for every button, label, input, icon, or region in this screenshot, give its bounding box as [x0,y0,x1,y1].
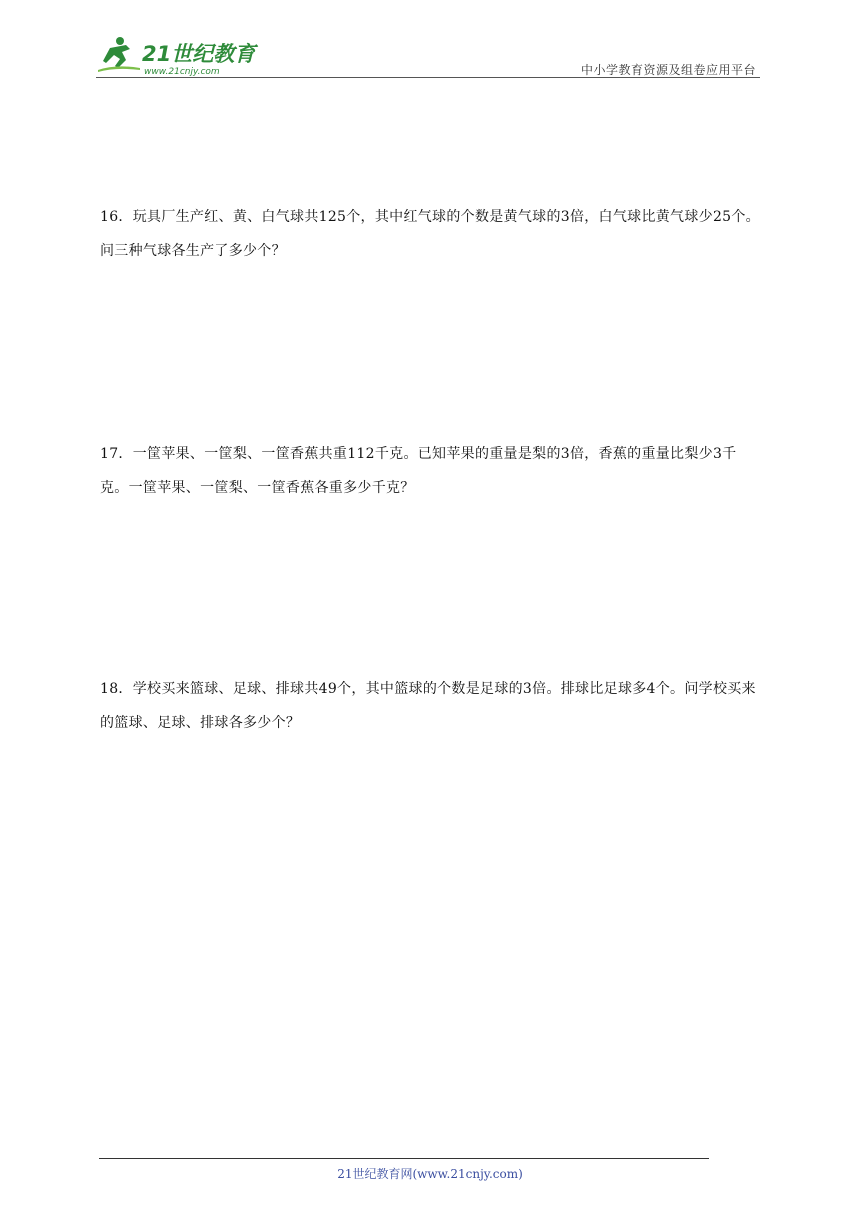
question-text: 学校买来篮球、足球、排球共49个，其中篮球的个数是足球的3倍。排球比足球多4个。问学校买来的篮球、足球、排球各多少个？ [100,681,756,731]
question-number: 18． [100,681,133,697]
logo-url-text: www.21cnjy.com [144,67,220,77]
question-text: 一筐苹果、一筐梨、一筐香蕉共重112千克。已知苹果的重量是梨的3倍，香蕉的重量比梨少3千克。一筐苹果、一筐梨、一筐香蕉各重多少千克？ [100,446,737,496]
header-platform-title: 中小学教育资源及组卷应用平台 [580,63,756,77]
logo-text: 21世纪教育 [142,42,256,66]
question-number: 17． [100,446,133,462]
question-text: 玩具厂生产红、黄、白气球共125个，其中红气球的个数是黄气球的3倍，白气球比黄气球少25个。问三种气球各生产了多少个？ [100,209,760,259]
footer-divider [99,1158,709,1159]
runner-icon [98,37,140,72]
question-17 [100,437,764,505]
site-logo [96,34,266,78]
header-divider [96,77,760,78]
question-16 [100,200,764,268]
footer-site-link[interactable]: 21世纪教育网(www.21cnjy.com) [337,1167,523,1181]
question-18 [100,672,764,740]
question-number: 16． [100,209,133,225]
page-header [96,30,760,78]
